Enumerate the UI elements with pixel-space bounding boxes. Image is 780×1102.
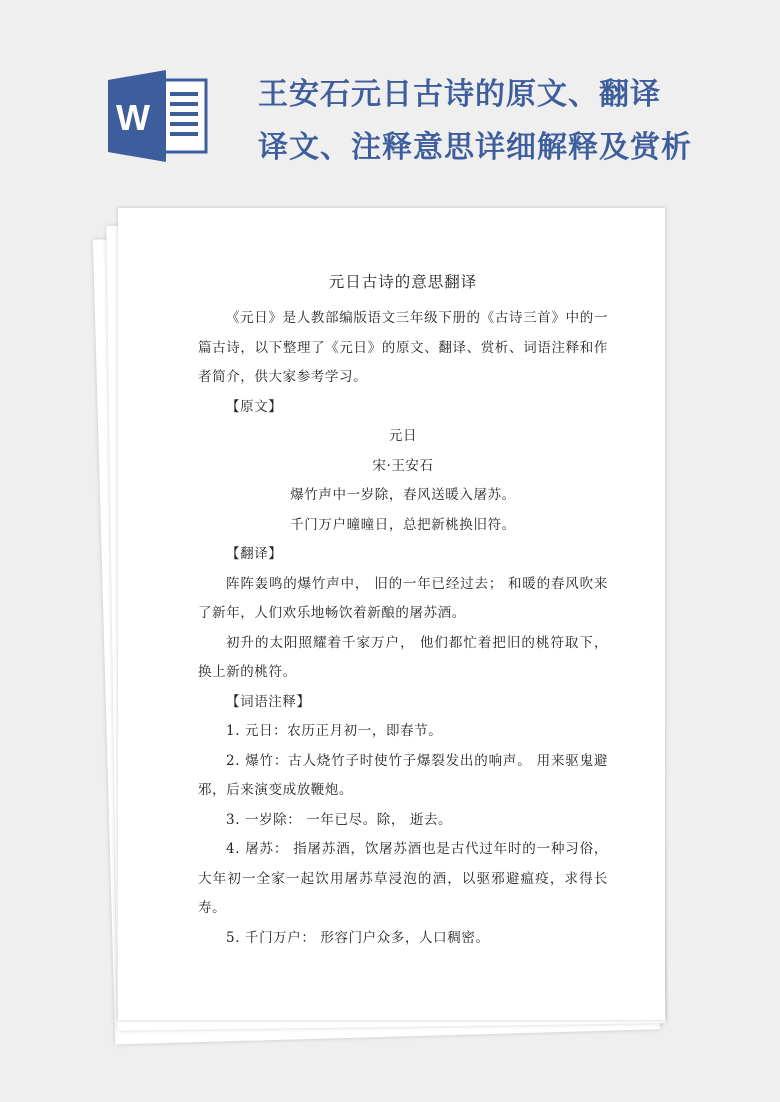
original-heading: 【原文】 <box>226 398 283 415</box>
page-title <box>258 68 758 174</box>
document-page <box>118 208 665 1020</box>
note-item: 4. 屠苏： 指屠苏酒，饮屠苏酒也是古代过年时的一种习俗，大年初一全家一起饮用屠苏草浸泡的酒，以驱邪避瘟疫，求得长寿。 <box>198 841 608 916</box>
note-item: 3. 一岁除： 一年已尽。除， 逝去。 <box>226 811 453 828</box>
note-item: 2. 爆竹：古人烧竹子时使竹子爆裂发出的响声。 用来驱鬼避邪，后来演变成放鞭炮。 <box>198 752 608 798</box>
document-title: 元日古诗的意思翻译 <box>328 273 478 291</box>
translation-paragraph: 阵阵轰鸣的爆竹声中， 旧的一年已经过去； 和暖的春风吹来了新年，人们欢乐地畅饮着新酿的屠苏酒。 <box>198 575 608 621</box>
translation-paragraph: 初升的太阳照耀着千家万户， 他们都忙着把旧的桃符取下， 换上新的桃符。 <box>198 634 608 680</box>
poem-line: 千门万户曈曈日，总把新桃换旧符。 <box>290 516 516 533</box>
intro-paragraph: 《元日》是人教部编版语文三年级下册的《古诗三首》中的一篇古诗，以下整理了《元日》的原文、翻译、赏析、词语注释和作者简介，供大家参考学习。 <box>198 310 608 385</box>
translation-heading: 【翻译】 <box>226 546 283 562</box>
note-item: 5. 千门万户： 形容门户众多，人口稠密。 <box>226 929 490 946</box>
note-item: 1. 元日：农历正月初一，即春节。 <box>226 723 443 739</box>
title-line-1: 王安石元日古诗的原文、翻译 <box>258 77 661 112</box>
svg-text:W: W <box>116 97 150 138</box>
word-icon <box>108 70 208 162</box>
notes-heading: 【词语注释】 <box>226 693 311 710</box>
poem-author: 宋·王安石 <box>372 457 434 474</box>
poem-title: 元日 <box>388 428 418 444</box>
title-line-2: 译文、注释意思详细解释及赏析 <box>258 130 692 165</box>
poem-line: 爆竹声中一岁除，春风送暖入屠苏。 <box>290 487 516 503</box>
